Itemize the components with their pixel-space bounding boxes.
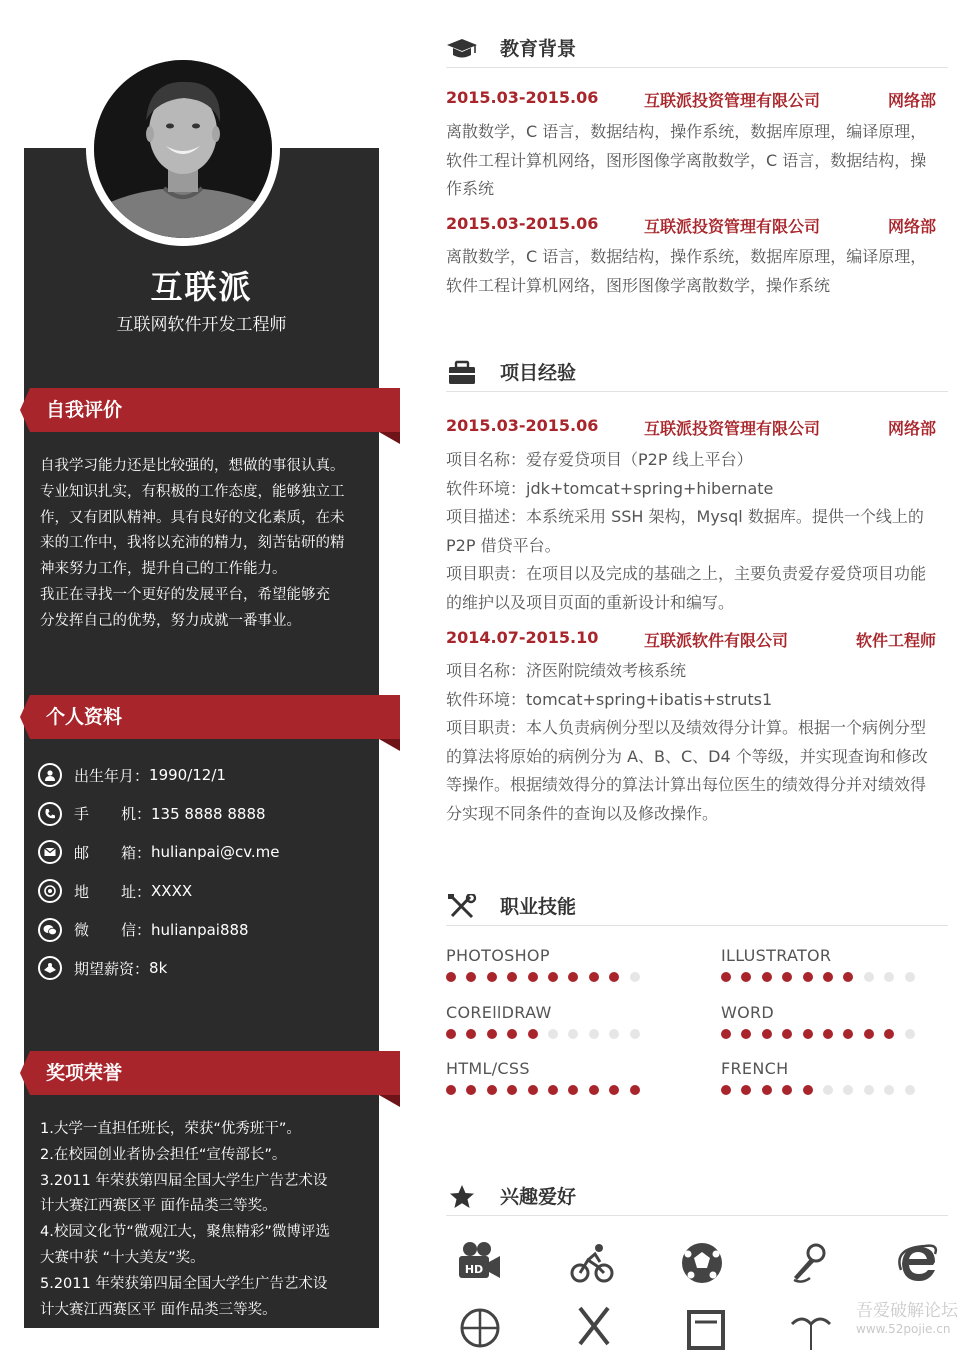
skill-dot-filled bbox=[609, 972, 619, 982]
ribbon-fold bbox=[379, 739, 400, 751]
entry-dept: 网络部 bbox=[887, 91, 936, 110]
info-label: 出生年月 bbox=[74, 766, 135, 785]
text-line: 软件工程计算机网络，图形图像学离散数学，C 语言，数据结构，操 bbox=[446, 150, 927, 170]
self-eval-text bbox=[40, 454, 352, 635]
skill-dot-empty bbox=[884, 1085, 894, 1095]
skill-french bbox=[721, 1059, 941, 1095]
entry-org: 互联派软件有限公司 bbox=[644, 631, 789, 650]
info-label-char: 地 bbox=[74, 882, 90, 901]
skill-dot-filled bbox=[721, 972, 731, 982]
personal-info-list bbox=[38, 756, 368, 988]
skill-dot-empty bbox=[630, 972, 640, 982]
skill-dot-filled bbox=[803, 972, 813, 982]
skill-level-dots bbox=[446, 972, 666, 982]
entry-dept: 网络部 bbox=[887, 217, 936, 236]
skill-dot-filled bbox=[446, 1085, 456, 1095]
skill-dot-filled bbox=[528, 972, 538, 982]
skill-level-dots bbox=[721, 1029, 941, 1039]
microphone-icon bbox=[786, 1240, 832, 1286]
skill-dot-filled bbox=[823, 972, 833, 982]
award-line: 计大赛江西赛区平 面作品类三等奖。 bbox=[40, 1301, 277, 1318]
entry-org: 互联派投资管理有限公司 bbox=[644, 419, 821, 438]
entry-dept: 网络部 bbox=[887, 419, 936, 438]
entry-date: 2015.03-2015.06 bbox=[446, 416, 599, 435]
entry-date: 2014.07-2015.10 bbox=[446, 628, 599, 647]
education-entry-1-text bbox=[446, 118, 944, 204]
hobbies-section-header bbox=[446, 1176, 948, 1216]
wechat-icon bbox=[38, 918, 62, 942]
text-line: 离散数学，C 语言，数据结构，操作系统，数据库原理，编译原理， bbox=[446, 247, 927, 266]
self-eval-line: 专业知识扎实，有积极的工作态度，能够独立工 bbox=[40, 483, 345, 500]
entry-org: 互联派投资管理有限公司 bbox=[644, 91, 821, 110]
info-label-char: 信 bbox=[120, 921, 136, 940]
skill-dot-filled bbox=[843, 972, 853, 982]
projects-title: 项目经验 bbox=[500, 362, 577, 384]
skills-title: 职业技能 bbox=[500, 896, 577, 918]
graduation-cap-icon bbox=[446, 36, 478, 62]
skill-illustrator bbox=[721, 946, 941, 982]
text-line: 项目描述：本系统采用 SSH 架构，Mysql 数据库。提供一个线上的 bbox=[446, 507, 924, 527]
text-line: 等操作。根据绩效得分的算法计算出每位医生的绩效得分并对绩效得 bbox=[446, 775, 927, 795]
text-line: 项目名称：济医附院绩效考核系统 bbox=[446, 661, 687, 680]
award-line: 计大赛江西赛区平 面作品类三等奖。 bbox=[40, 1198, 277, 1215]
education-entry-1-head bbox=[446, 88, 936, 112]
skill-dot-empty bbox=[609, 1029, 619, 1039]
skill-coreldraw bbox=[446, 1003, 666, 1039]
entry-date: 2015.03-2015.06 bbox=[446, 88, 599, 107]
skill-dot-filled bbox=[568, 972, 578, 982]
text-line: P2P 借贷平台。 bbox=[446, 535, 561, 555]
skill-dot-empty bbox=[548, 1029, 558, 1039]
skill-level-dots bbox=[721, 972, 941, 982]
award-line: 2.在校园创业者协会担任“宣传部长”。 bbox=[40, 1146, 287, 1163]
skill-dot-filled bbox=[843, 1029, 853, 1039]
skills-section-header bbox=[446, 886, 948, 926]
skill-level-dots bbox=[446, 1085, 666, 1095]
info-label bbox=[74, 803, 136, 824]
skill-dot-filled bbox=[803, 1085, 813, 1095]
info-label-char: 机 bbox=[120, 805, 136, 824]
skill-dot-filled bbox=[528, 1085, 538, 1095]
location-icon bbox=[38, 879, 62, 903]
text-line: 软件环境：jdk+tomcat+spring+hibernate bbox=[446, 478, 774, 498]
info-row-salary bbox=[38, 949, 368, 988]
skill-dot-empty bbox=[568, 1029, 578, 1039]
skill-dot-empty bbox=[884, 972, 894, 982]
skill-dot-filled bbox=[507, 972, 517, 982]
info-colon: ： bbox=[136, 882, 152, 901]
info-row-phone bbox=[38, 795, 368, 834]
self-eval-line: 作，又有团队精神。具有良好的文化素质，在未 bbox=[40, 509, 345, 526]
hd-label: HD bbox=[464, 1263, 484, 1276]
skill-dot-filled bbox=[782, 1029, 792, 1039]
info-label bbox=[74, 919, 136, 940]
salary-icon bbox=[38, 956, 62, 980]
skill-dot-filled bbox=[782, 972, 792, 982]
entry-dept: 软件工程师 bbox=[855, 631, 936, 650]
book-icon bbox=[683, 1308, 729, 1350]
info-value: hulianpai888 bbox=[151, 920, 249, 939]
info-value: 135 8888 8888 bbox=[151, 804, 266, 823]
project-entry-1-text bbox=[446, 446, 944, 618]
info-label-char: 箱 bbox=[120, 843, 136, 862]
info-label-char: 微 bbox=[74, 921, 90, 940]
project-entry-1-head bbox=[446, 416, 936, 440]
skill-dot-empty bbox=[905, 1085, 915, 1095]
text-line: 作系统 bbox=[446, 179, 495, 199]
basketball-icon bbox=[460, 1306, 506, 1350]
watermark-line: 吾爱破解论坛 bbox=[856, 1301, 958, 1321]
ie-browser-icon bbox=[895, 1240, 941, 1286]
text-line: 软件环境：tomcat+spring+ibatis+struts1 bbox=[446, 689, 773, 709]
skill-dot-empty bbox=[864, 1085, 874, 1095]
text-line: 离散数学，C 语言，数据结构，操作系统，数据库原理，编译原理， bbox=[446, 122, 927, 141]
text-line: 项目职责：在项目以及完成的基础之上，主要负责爱存爱贷项目功能 bbox=[446, 564, 927, 584]
skill-dot-filled bbox=[487, 1029, 497, 1039]
skill-dot-empty bbox=[864, 972, 874, 982]
info-label: 期望薪资 bbox=[74, 959, 135, 978]
info-colon: ： bbox=[136, 843, 152, 862]
skill-dot-empty bbox=[630, 1029, 640, 1039]
info-label bbox=[74, 842, 136, 863]
skill-word bbox=[721, 1003, 941, 1039]
award-line: 1.大学一直担任班长，荣获“优秀班干”。 bbox=[40, 1121, 301, 1137]
skill-name: WORD bbox=[721, 1003, 775, 1022]
skill-dot-empty bbox=[589, 1029, 599, 1039]
football-icon bbox=[679, 1240, 725, 1286]
skill-name: FRENCH bbox=[721, 1059, 789, 1078]
skill-photoshop bbox=[446, 946, 666, 982]
skill-dot-filled bbox=[782, 1085, 792, 1095]
cycling-icon bbox=[569, 1240, 615, 1286]
info-colon: ： bbox=[136, 805, 152, 824]
skill-dot-filled bbox=[589, 1085, 599, 1095]
skill-dot-filled bbox=[741, 972, 751, 982]
watermark bbox=[856, 1302, 976, 1342]
projects-section-header bbox=[446, 352, 948, 392]
text-line: 项目名称：爱存爱贷项目（P2P 线上平台） bbox=[446, 450, 753, 469]
skill-dot-filled bbox=[884, 1029, 894, 1039]
profile-name: 互联派 bbox=[150, 268, 253, 306]
info-label bbox=[74, 881, 136, 902]
project-entry-2-text bbox=[446, 657, 944, 829]
ribbon-fold bbox=[379, 432, 400, 444]
user-icon bbox=[38, 763, 62, 787]
ribbon-fold bbox=[379, 1095, 400, 1107]
skill-dot-empty bbox=[823, 1085, 833, 1095]
skill-dot-empty bbox=[843, 1085, 853, 1095]
award-line: 大赛中获 “十大美友”奖。 bbox=[40, 1249, 205, 1266]
skill-dot-filled bbox=[741, 1029, 751, 1039]
skill-dot-filled bbox=[528, 1029, 538, 1039]
project-entry-2-head bbox=[446, 628, 936, 652]
skill-dot-filled bbox=[466, 972, 476, 982]
info-label-char: 手 bbox=[74, 805, 90, 824]
skill-dot-filled bbox=[548, 972, 558, 982]
self-eval-line: 分发挥自己的优势，努力成就一番事业。 bbox=[40, 612, 301, 629]
skill-dot-filled bbox=[741, 1085, 751, 1095]
skill-dot-filled bbox=[762, 972, 772, 982]
skill-dot-filled bbox=[466, 1085, 476, 1095]
reading-icon bbox=[788, 1310, 834, 1350]
skill-dot-empty bbox=[905, 1029, 915, 1039]
skill-dot-filled bbox=[487, 1085, 497, 1095]
watermark-line: www.52pojie.cn bbox=[856, 1322, 951, 1336]
education-entry-2-head bbox=[446, 214, 936, 238]
skill-dot-filled bbox=[823, 1029, 833, 1039]
text-line: 项目职责：本人负责病例分型以及绩效得分计算。根据一个病例分型 bbox=[446, 718, 927, 738]
skill-dot-filled bbox=[446, 972, 456, 982]
info-colon: ： bbox=[134, 766, 150, 785]
phone-icon bbox=[38, 802, 62, 826]
skill-dot-filled bbox=[630, 1085, 640, 1095]
info-label-char: 邮 bbox=[74, 843, 90, 862]
skill-name: ILLUSTRATOR bbox=[721, 946, 832, 965]
skill-dot-filled bbox=[803, 1029, 813, 1039]
text-line: 软件工程计算机网络，图形图像学离散数学，操作系统 bbox=[446, 275, 831, 295]
skill-dot-filled bbox=[609, 1085, 619, 1095]
award-line: 5.2011 年荣获第四届全国大学生广告艺术设 bbox=[40, 1275, 328, 1292]
self-eval-heading: 自我评价 bbox=[30, 388, 400, 432]
info-value: 8k bbox=[149, 959, 168, 978]
skill-dot-filled bbox=[589, 972, 599, 982]
video-camera-icon bbox=[456, 1240, 502, 1286]
skill-name: HTML/CSS bbox=[446, 1059, 530, 1078]
self-eval-line: 来的工作中，我将以充沛的精力，刻苦钻研的精 bbox=[40, 535, 345, 552]
text-line: 的算法将原始的病例分为 A、B、C、D4 个等级，并实现查询和修改 bbox=[446, 746, 928, 766]
info-row-wechat bbox=[38, 910, 368, 949]
skill-html-css bbox=[446, 1059, 666, 1095]
skill-dot-filled bbox=[762, 1085, 772, 1095]
skill-level-dots bbox=[721, 1085, 941, 1095]
skill-dot-filled bbox=[446, 1029, 456, 1039]
hobbies-title: 兴趣爱好 bbox=[500, 1186, 577, 1208]
info-value: 1990/12/1 bbox=[149, 766, 226, 785]
awards-text bbox=[40, 1117, 352, 1323]
avatar bbox=[94, 60, 272, 238]
skill-dot-filled bbox=[487, 972, 497, 982]
skill-dot-filled bbox=[864, 1029, 874, 1039]
skill-dot-filled bbox=[466, 1029, 476, 1039]
entry-org: 互联派投资管理有限公司 bbox=[644, 217, 821, 236]
info-row-address bbox=[38, 872, 368, 911]
info-colon: ： bbox=[134, 959, 150, 978]
badminton-icon bbox=[572, 1304, 618, 1350]
skill-dot-filled bbox=[721, 1029, 731, 1039]
skill-dot-filled bbox=[507, 1029, 517, 1039]
awards-heading: 奖项荣誉 bbox=[30, 1051, 400, 1095]
self-eval-line: 神来努力工作，提升自己的工作能力。 bbox=[40, 561, 287, 578]
education-title: 教育背景 bbox=[500, 38, 577, 60]
info-label-char: 址 bbox=[120, 882, 136, 901]
skill-dot-filled bbox=[507, 1085, 517, 1095]
education-section-header bbox=[446, 28, 948, 68]
mail-icon bbox=[38, 840, 62, 864]
tools-icon bbox=[446, 894, 478, 920]
profile-title: 互联网软件开发工程师 bbox=[116, 315, 287, 335]
award-line: 4.校园文化节“微观江大，聚焦精彩”微博评选 bbox=[40, 1224, 330, 1241]
info-row-mail bbox=[38, 833, 368, 872]
skill-dot-empty bbox=[905, 972, 915, 982]
education-entry-2-text bbox=[446, 243, 944, 300]
info-value: hulianpai@cv.me bbox=[151, 843, 280, 862]
skill-dot-filled bbox=[568, 1085, 578, 1095]
skill-name: PHOTOSHOP bbox=[446, 946, 550, 965]
text-line: 分实现不同条件的查询以及修改操作。 bbox=[446, 803, 719, 823]
skill-dot-filled bbox=[762, 1029, 772, 1039]
skill-level-dots bbox=[446, 1029, 666, 1039]
skill-dot-filled bbox=[548, 1085, 558, 1095]
skill-name: COREllDRAW bbox=[446, 1003, 552, 1022]
award-line: 3.2011 年荣获第四届全国大学生广告艺术设 bbox=[40, 1172, 328, 1189]
self-eval-line: 我正在寻找一个更好的发展平台，希望能够充 bbox=[40, 586, 330, 603]
star-icon bbox=[446, 1184, 478, 1210]
personal-heading: 个人资料 bbox=[30, 695, 400, 739]
self-eval-line: 自我学习能力还是比较强的，想做的事很认真。 bbox=[40, 458, 345, 474]
skill-dot-filled bbox=[721, 1085, 731, 1095]
entry-date: 2015.03-2015.06 bbox=[446, 214, 599, 233]
info-value: XXXX bbox=[151, 882, 193, 901]
info-colon: ： bbox=[136, 921, 152, 940]
text-line: 的维护以及项目页面的重新设计和编写。 bbox=[446, 592, 735, 612]
info-row-birth bbox=[38, 756, 368, 795]
briefcase-icon bbox=[446, 360, 478, 386]
